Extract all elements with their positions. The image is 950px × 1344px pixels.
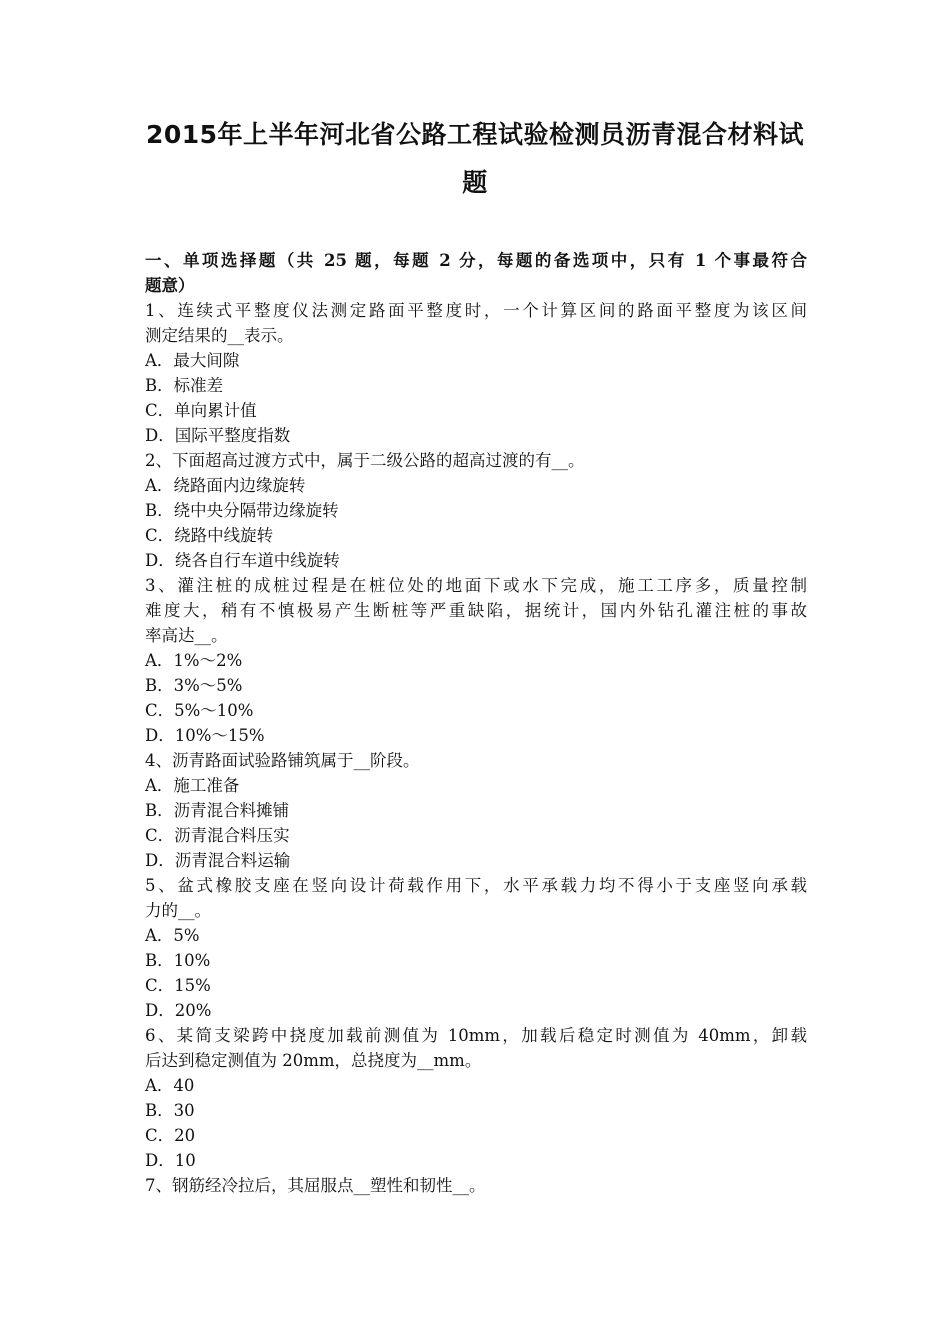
- q1-option-c: C．单向累计值: [145, 401, 257, 420]
- q6-option-c: C．20: [145, 1126, 196, 1145]
- q3-option-a: A．1%～2%: [145, 651, 243, 670]
- q2-option-a: A．绕路面内边缘旋转: [145, 476, 306, 495]
- question-6-line-2: 后达到稳定测值为 20mm，总挠度为__mm。: [145, 1051, 482, 1070]
- q4-option-d: D．沥青混合料运输: [145, 851, 291, 870]
- q3-option-b: B．3%～5%: [145, 676, 243, 695]
- doc-title-line-2: 题: [462, 168, 488, 197]
- q5-option-d: D．20%: [145, 1001, 212, 1020]
- q5-option-c: C．15%: [145, 976, 211, 995]
- q6-option-b: B．30: [145, 1101, 195, 1120]
- q1-option-b: B．标准差: [145, 376, 224, 395]
- doc-body: [145, 248, 807, 1198]
- q1-option-a: A．最大间隙: [145, 351, 240, 370]
- section-heading-line-1: 一、单项选择题（共 25 题，每题 2 分，每题的备选项中，只有 1 个事最符合: [145, 251, 807, 270]
- q5-option-b: B．10%: [145, 951, 211, 970]
- question-5-line-1: 5、盆式橡胶支座在竖向设计荷载作用下，水平承载力均不得小于支座竖向承载: [145, 876, 807, 895]
- q3-option-d: D．10%～15%: [145, 726, 265, 745]
- q2-option-d: D．绕各自行车道中线旋转: [145, 551, 340, 570]
- question-3-line-1: 3、灌注桩的成桩过程是在桩位处的地面下或水下完成，施工工序多，质量控制: [145, 576, 807, 595]
- question-1-line-1: 1、连续式平整度仪法测定路面平整度时，一个计算区间的路面平整度为该区间: [145, 301, 807, 320]
- question-2: 2、下面超高过渡方式中，属于二级公路的超高过渡的有__。: [145, 451, 585, 470]
- q2-option-b: B．绕中央分隔带边缘旋转: [145, 501, 339, 520]
- question-7: 7、钢筋经冷拉后，其屈服点__塑性和韧性__。: [145, 1176, 486, 1195]
- q4-option-c: C．沥青混合料压实: [145, 826, 290, 845]
- q1-option-d: D．国际平整度指数: [145, 426, 291, 445]
- doc-title-line-1: 2015年上半年河北省公路工程试验检测员沥青混合材料试: [145, 120, 805, 149]
- question-3-line-2: 难度大，稍有不慎极易产生断桩等严重缺陷，据统计，国内外钻孔灌注桩的事故: [145, 601, 807, 620]
- question-6-line-1: 6、某简支梁跨中挠度加载前测值为 10mm，加载后稳定时测值为 40mm，卸载: [145, 1026, 807, 1045]
- q2-option-c: C．绕路中线旋转: [145, 526, 274, 545]
- section-heading-line-2: 题意）: [145, 276, 195, 295]
- q4-option-b: B．沥青混合料摊铺: [145, 801, 290, 820]
- q5-option-a: A．5%: [145, 926, 200, 945]
- q4-option-a: A．施工准备: [145, 776, 240, 795]
- q3-option-c: C．5%～10%: [145, 701, 254, 720]
- question-1-line-2: 测定结果的__表示。: [145, 326, 294, 345]
- question-4: 4、沥青路面试验路铺筑属于__阶段。: [145, 751, 420, 770]
- q6-option-d: D．10: [145, 1151, 196, 1170]
- q6-option-a: A．40: [145, 1076, 195, 1095]
- question-5-line-2: 力的__。: [145, 901, 211, 920]
- question-3-line-3: 率高达__。: [145, 626, 228, 645]
